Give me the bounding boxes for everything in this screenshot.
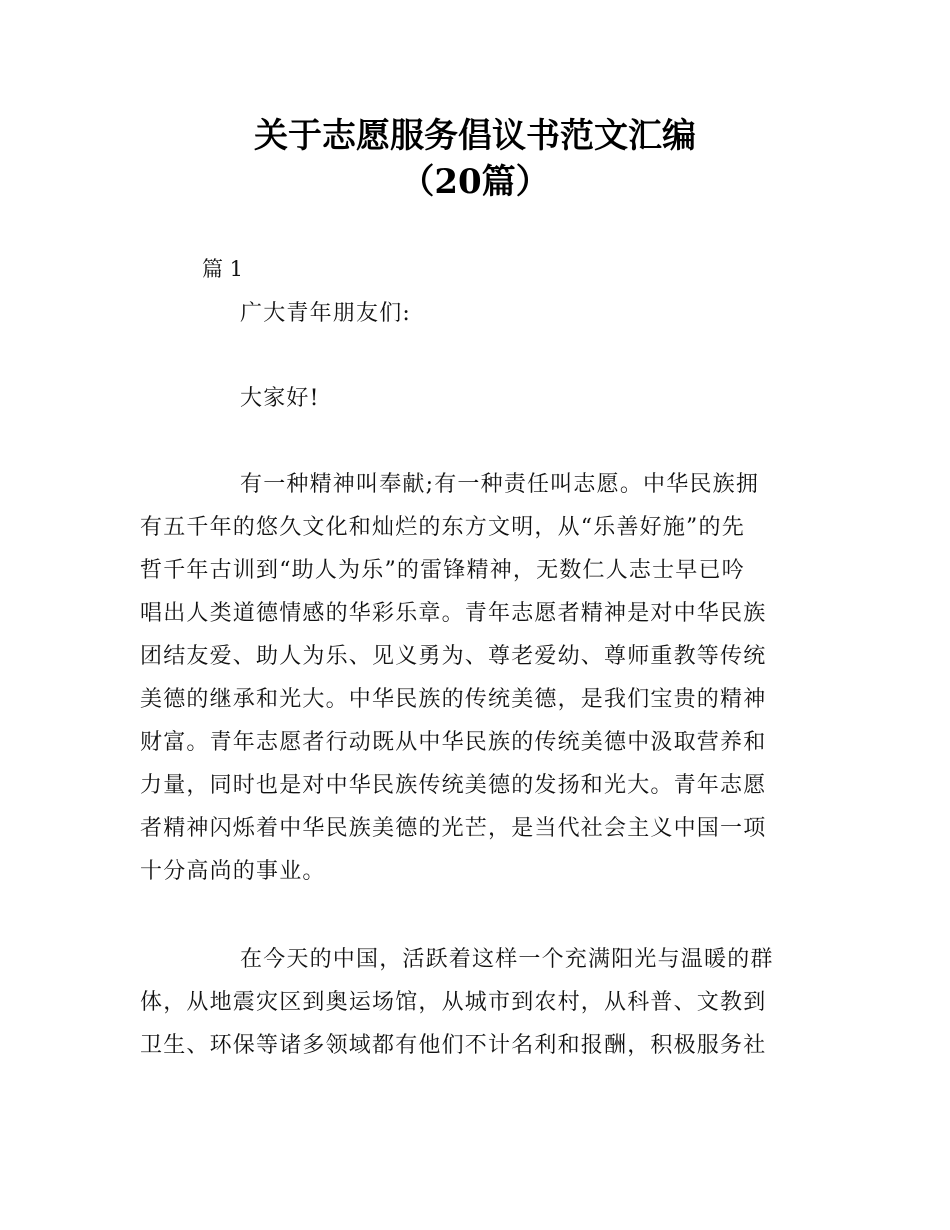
paragraph-line: 在今天的中国，活跃着这样一个充满阳光与温暖的群	[240, 947, 774, 972]
paragraph-line: 力量，同时也是对中华民族传统美德的发扬和光大。青年志愿	[140, 773, 767, 798]
paragraph-line: 哲千年古训到“助人为乐”的雷锋精神，无数仁人志士早已吟	[140, 558, 745, 583]
section-label: 篇 1	[202, 257, 244, 281]
paragraph-line: 财富。青年志愿者行动既从中华民族的传统美德中汲取营养和	[140, 730, 767, 755]
paragraph-line: 唱出人类道德情感的华彩乐章。青年志愿者精神是对中华民族	[140, 601, 767, 626]
paragraph-line: 卫生、环保等诸多领域都有他们不计名利和报酬，积极服务社	[140, 1033, 767, 1058]
paragraph-line: 有五千年的悠久文化和灿烂的东方文明，从“乐善好施”的先	[140, 515, 745, 540]
greeting: 大家好!	[240, 386, 320, 411]
paragraph-line: 有一种精神叫奉献;有一种责任叫志愿。中华民族拥	[240, 472, 760, 497]
paragraph-line: 十分高尚的事业。	[140, 859, 326, 884]
paragraph-line: 美德的继承和光大。中华民族的传统美德，是我们宝贵的精神	[140, 687, 767, 712]
paragraph-line: 体，从地震灾区到奥运场馆，从城市到农村，从科普、文教到	[140, 990, 767, 1015]
document-title-count: （20篇）	[400, 162, 550, 202]
salutation: 广大青年朋友们:	[240, 301, 412, 326]
paragraph-line: 者精神闪烁着中华民族美德的光芒，是当代社会主义中国一项	[140, 816, 767, 841]
paragraph-line: 团结友爱、助人为乐、见义勇为、尊老爱幼、尊师重教等传统	[140, 644, 767, 669]
document-title: 关于志愿服务倡议书范文汇编	[254, 116, 696, 156]
